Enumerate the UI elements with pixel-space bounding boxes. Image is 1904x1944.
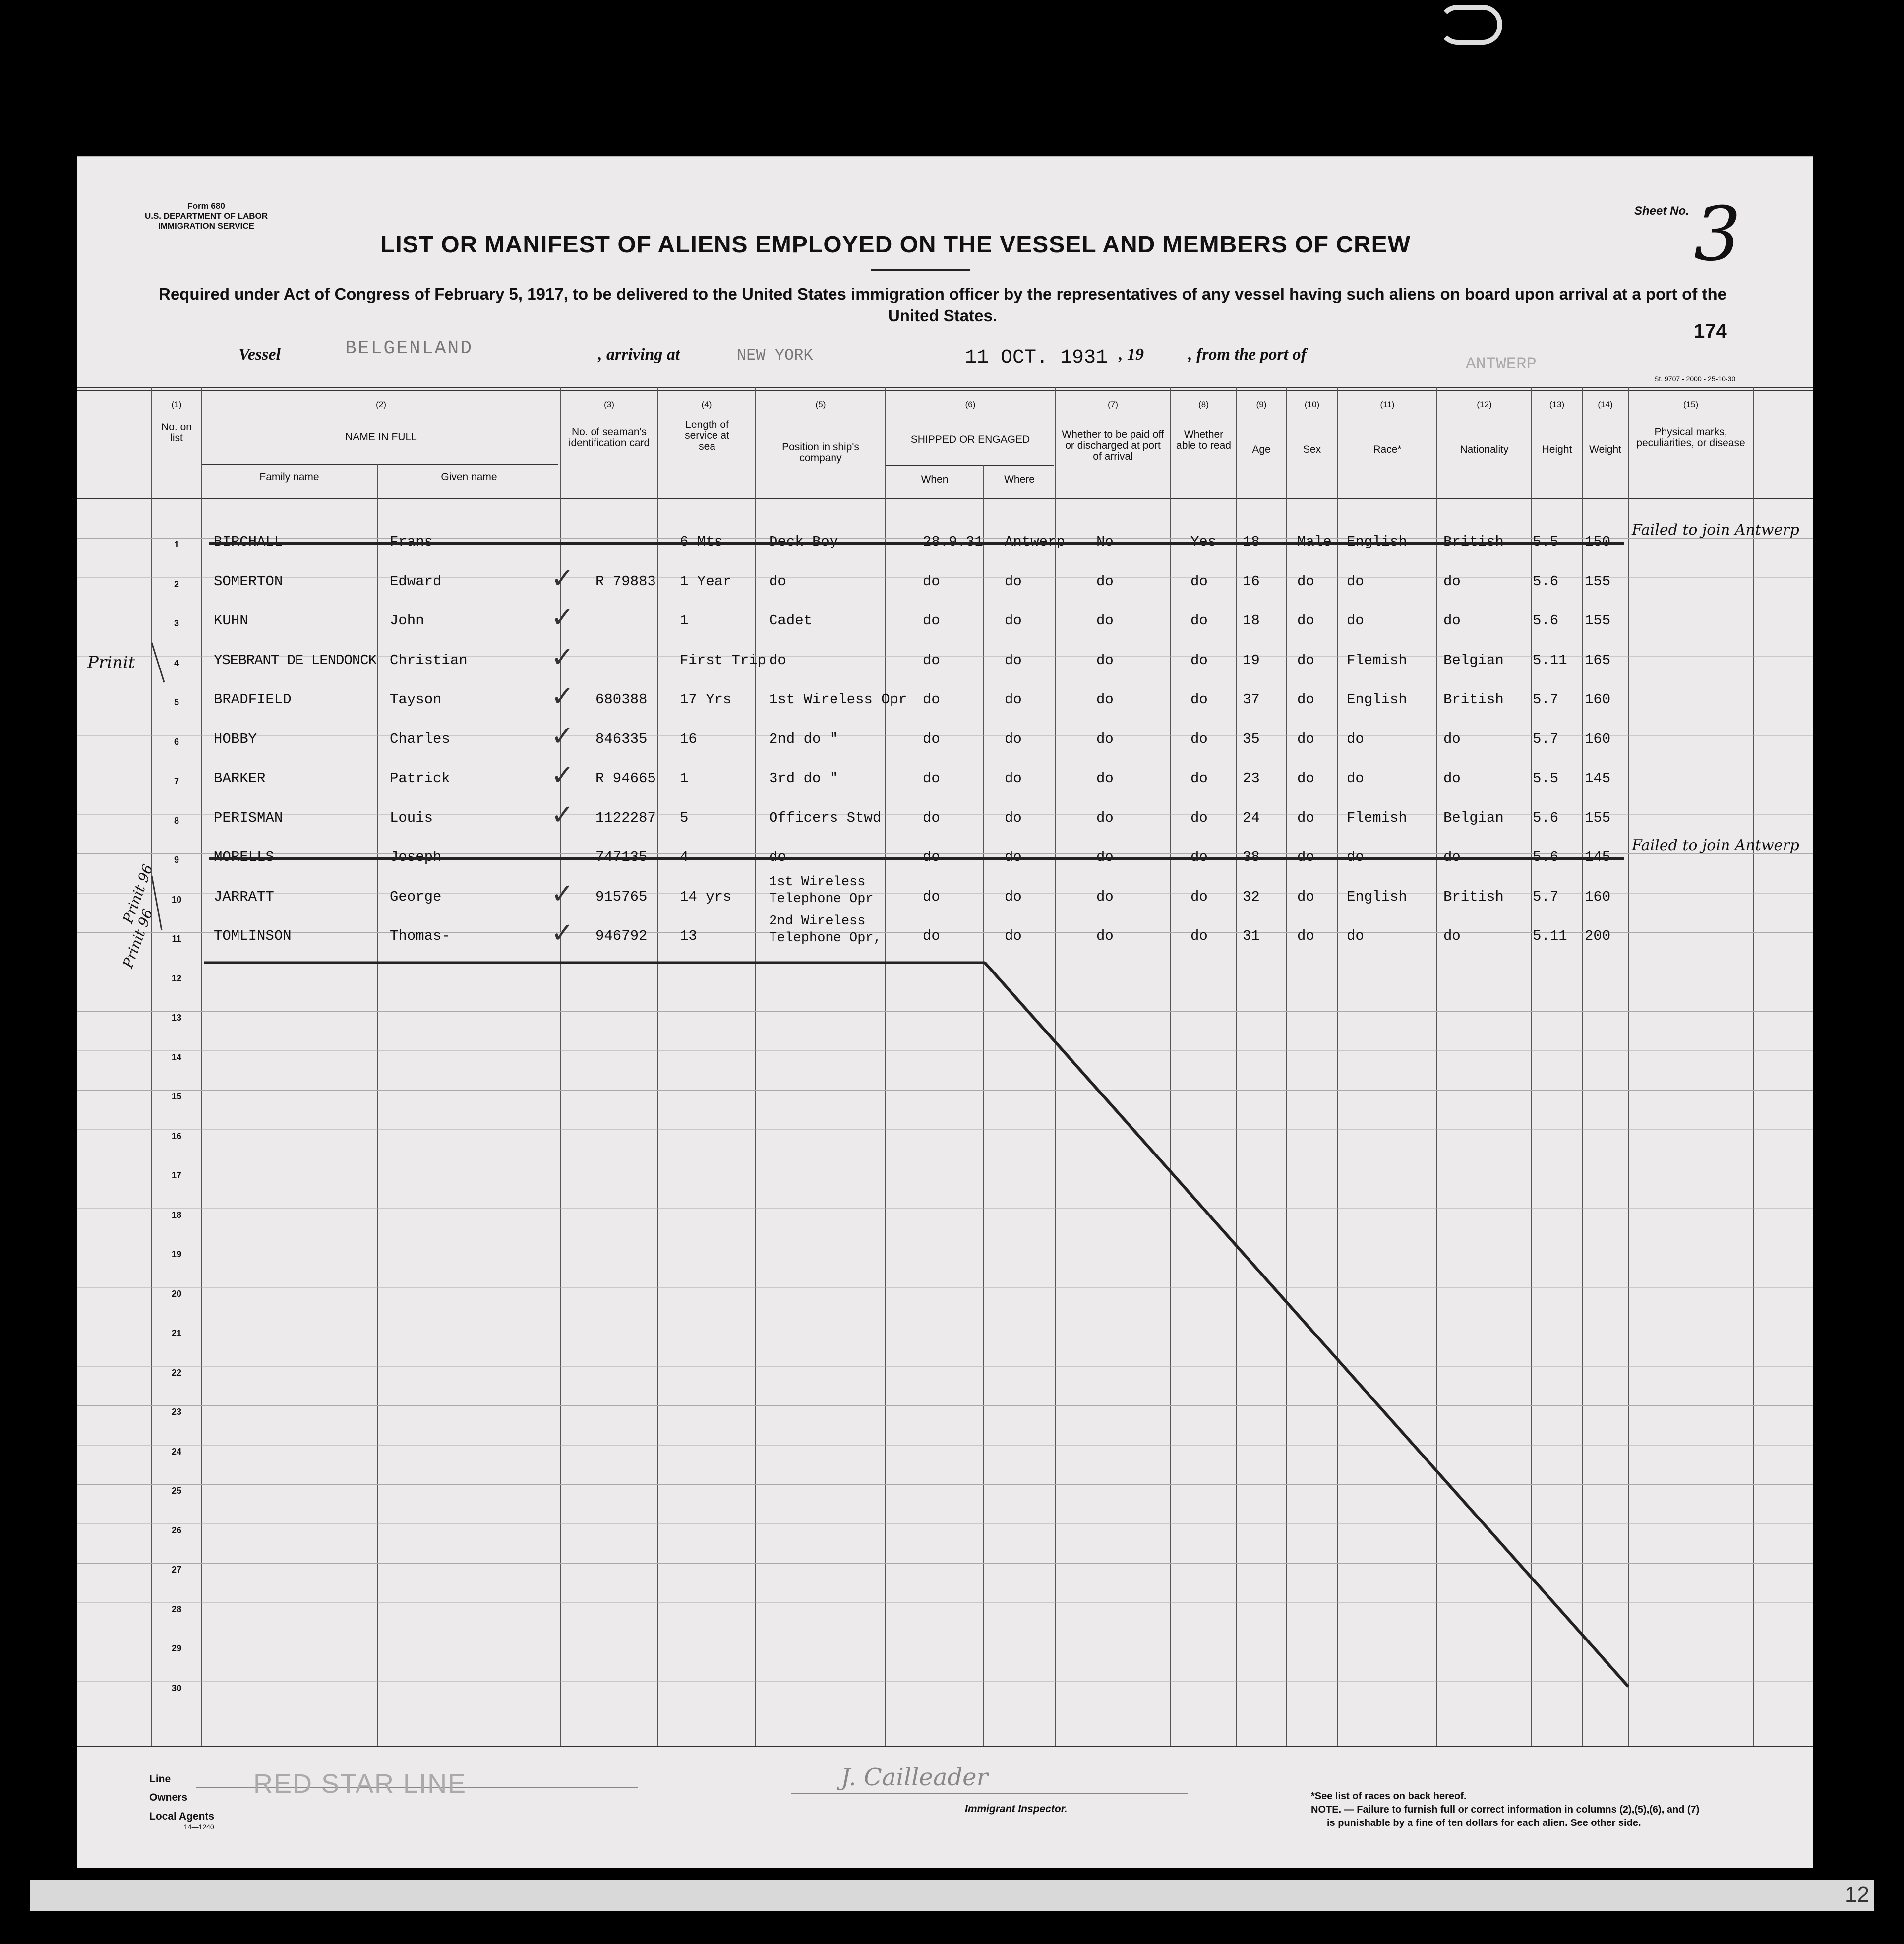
cell-height: 5.6 (1533, 809, 1559, 826)
cell-read: do (1190, 928, 1208, 944)
cell-weight: 160 (1585, 730, 1611, 747)
cell-age: 23 (1243, 770, 1260, 787)
cell-family: JARRATT (214, 888, 274, 905)
cell-sex: do (1297, 730, 1314, 747)
cell-race: English (1347, 691, 1407, 708)
col7-number: (7) (1108, 400, 1118, 409)
row-number: 28 (171, 1604, 182, 1614)
cell-paid: do (1096, 573, 1114, 590)
verification-check-icon: ✓ (551, 917, 574, 949)
table-grid (77, 157, 1813, 1868)
col2b-header: Given name (441, 471, 497, 483)
remarks-handwritten: Failed to join Antwerp (1632, 837, 1799, 854)
page-number: 12 (1845, 1883, 1869, 1907)
cell-race: Flemish (1347, 809, 1407, 826)
cell-height: 5.11 (1533, 928, 1567, 944)
cell-position: 2nd Wireless Telephone Opr, (769, 914, 882, 946)
cell-where: do (1005, 612, 1022, 629)
cell-age: 35 (1243, 730, 1260, 747)
verification-check-icon: ✓ (551, 798, 574, 831)
cell-height: 5.7 (1533, 691, 1559, 708)
cell-weight: 155 (1585, 573, 1611, 590)
row-number: 15 (171, 1092, 182, 1101)
cell-family: TOMLINSON (214, 928, 292, 944)
col13-header: Height (1542, 444, 1572, 455)
cell-card: 680388 (595, 691, 648, 708)
cell-paid: do (1096, 612, 1114, 629)
reference-number: 174 (1694, 320, 1727, 342)
cell-when: do (923, 770, 940, 787)
cell-family: HOBBY (214, 730, 257, 747)
cell-card: R 94665 (595, 770, 656, 787)
cell-paid: do (1096, 652, 1114, 668)
row-number: 4 (174, 658, 179, 668)
row-number: 29 (171, 1643, 182, 1653)
manifest-sheet (77, 156, 1813, 1868)
col5-number: (5) (815, 400, 826, 409)
cell-height: 5.5 (1533, 770, 1559, 787)
inspector-signature: J. Cailleader (841, 1763, 988, 1791)
cell-when: do (923, 730, 940, 747)
cell-given: Christian (390, 652, 468, 668)
cell-given: John (390, 612, 424, 629)
cell-sex: do (1297, 809, 1314, 826)
department-name: U.S. DEPARTMENT OF LABOR (144, 211, 268, 221)
line-stamp: RED STAR LINE (253, 1769, 467, 1799)
owners-label: Owners (149, 1792, 188, 1803)
cell-age: 18 (1243, 612, 1260, 629)
cell-age: 32 (1243, 888, 1260, 905)
cell-position: do (769, 573, 786, 590)
col9-number: (9) (1256, 400, 1267, 409)
col14-header: Weight (1589, 444, 1621, 455)
row-number: 9 (174, 855, 179, 865)
cell-read: do (1190, 888, 1208, 905)
statute-text: Required under Act of Congress of February 5, 1917, to be delivered to the United States immigration officer by the representatives of any vessel having such aliens on board upon arrival at a port of the United States. (158, 285, 1726, 325)
cell-paid: do (1096, 691, 1114, 708)
signature-rule (791, 1793, 1188, 1794)
arrival-port: NEW YORK (737, 346, 813, 364)
cell-sex: do (1297, 652, 1314, 668)
cell-sex: do (1297, 770, 1314, 787)
year-label: , 19 (1119, 345, 1144, 364)
cell-age: 37 (1243, 691, 1260, 708)
col1-header: No. on list (161, 422, 192, 444)
cell-height: 5.6 (1533, 573, 1559, 590)
cell-where: do (1005, 928, 1022, 944)
col4-number: (4) (701, 400, 712, 409)
col14-number: (14) (1598, 400, 1613, 409)
col3-number: (3) (604, 400, 614, 409)
row-number: 8 (174, 815, 179, 826)
cell-service: 14 yrs (680, 888, 732, 905)
cell-read: do (1190, 652, 1208, 668)
cell-paid: do (1096, 928, 1114, 944)
row-number: 19 (171, 1249, 182, 1259)
cell-where: do (1005, 730, 1022, 747)
row-number: 27 (171, 1565, 182, 1575)
col15-header: Physical marks, peculiarities, or disease (1636, 426, 1745, 449)
strike-through (209, 857, 1624, 860)
cell-where: do (1005, 691, 1022, 708)
cell-when: do (923, 612, 940, 629)
row-number: 17 (171, 1170, 182, 1180)
margin-note: Prinit (87, 653, 135, 672)
col9-header: Age (1252, 444, 1271, 455)
row-number: 25 (171, 1486, 182, 1496)
row-number: 6 (174, 736, 179, 747)
cell-where: do (1005, 809, 1022, 826)
row-number: 21 (171, 1328, 182, 1338)
cell-read: do (1190, 691, 1208, 708)
cell-age: 31 (1243, 928, 1260, 944)
col6a-header: When (921, 474, 949, 485)
cell-where: do (1005, 652, 1022, 668)
cell-when: do (923, 691, 940, 708)
cell-nationality: do (1443, 612, 1461, 629)
row-number: 5 (174, 697, 179, 707)
verification-check-icon: ✓ (551, 720, 574, 752)
cell-weight: 165 (1585, 652, 1611, 668)
from-port: ANTWERP (1466, 355, 1537, 374)
cell-age: 24 (1243, 809, 1260, 826)
service-name: IMMIGRATION SERVICE (158, 221, 254, 231)
cell-given: Thomas- (390, 928, 450, 944)
col4-header: Length of service at sea (685, 419, 729, 452)
cell-position: Officers Stwd (769, 809, 882, 826)
col12-number: (12) (1477, 400, 1492, 409)
cell-service: 1 (680, 770, 689, 787)
cell-family: BRADFIELD (214, 691, 292, 708)
cell-sex: do (1297, 888, 1314, 905)
cell-when: do (923, 888, 940, 905)
cell-position: Cadet (769, 612, 813, 629)
cell-paid: do (1096, 770, 1114, 787)
col2-number: (2) (376, 400, 386, 409)
col8-header: Whether able to read (1176, 429, 1231, 451)
cell-when: do (923, 809, 940, 826)
col10-header: Sex (1303, 444, 1321, 455)
cell-age: 19 (1243, 652, 1260, 668)
cell-position: do (769, 652, 786, 668)
col5-header: Position in ship's company (782, 441, 859, 464)
sheet-label: Sheet No. (1634, 204, 1689, 218)
verification-check-icon: ✓ (551, 680, 574, 713)
cell-paid: do (1096, 809, 1114, 826)
col11-header: Race* (1373, 444, 1402, 455)
row-number: 7 (174, 776, 179, 786)
row-number: 11 (172, 934, 181, 944)
agents-code: 14—1240 (184, 1823, 214, 1831)
row-number: 2 (174, 579, 179, 589)
cell-nationality: do (1443, 928, 1461, 944)
cell-nationality: do (1443, 730, 1461, 747)
cell-sex: do (1297, 612, 1314, 629)
row-number: 23 (171, 1407, 182, 1417)
page-title: LIST OR MANIFEST OF ALIENS EMPLOYED ON THE VESSEL AND MEMBERS OF CREW (380, 232, 1411, 258)
col6-header: SHIPPED OR ENGAGED (910, 434, 1030, 445)
cell-weight: 200 (1585, 928, 1611, 944)
cell-given: George (390, 888, 442, 905)
row-number: 1 (174, 540, 179, 549)
cell-sex: do (1297, 573, 1314, 590)
col7-header: Whether to be paid off or discharged at port of arrival (1062, 429, 1164, 462)
scan-artifact (1438, 5, 1502, 45)
col10-number: (10) (1304, 400, 1320, 409)
cell-given: Louis (390, 809, 433, 826)
cell-service: First Trip (680, 652, 767, 668)
cell-family: PERISMAN (214, 809, 283, 826)
row-number: 24 (171, 1446, 182, 1457)
cell-race: Flemish (1347, 652, 1407, 668)
row-number: 18 (171, 1210, 182, 1220)
cell-service: 5 (680, 809, 689, 826)
cell-read: do (1190, 809, 1208, 826)
col8-number: (8) (1198, 400, 1209, 409)
col1-number: (1) (171, 400, 182, 409)
cell-service: 17 Yrs (680, 691, 732, 708)
col15-number: (15) (1683, 400, 1699, 409)
cell-read: do (1190, 612, 1208, 629)
cell-card: 1122287 (595, 809, 656, 826)
vessel-name: BELGENLAND (345, 338, 474, 359)
local-agents-label: Local Agents (149, 1811, 215, 1822)
sheet-number: 3 (1694, 191, 1741, 278)
cell-race: do (1347, 612, 1364, 629)
cell-card: 915765 (595, 888, 648, 905)
cell-where: do (1005, 573, 1022, 590)
verification-check-icon: ✓ (551, 562, 574, 595)
col12-header: Nationality (1460, 444, 1509, 455)
col3-header: No. of seaman's identification card (568, 426, 650, 449)
cell-nationality: British (1443, 888, 1504, 905)
row-number: 20 (171, 1288, 182, 1299)
cell-service: 1 (680, 612, 689, 629)
stock-code: St. 9707 - 2000 - 25-10-30 (1654, 375, 1736, 383)
col6-number: (6) (965, 400, 976, 409)
cell-service: 1 Year (680, 573, 732, 590)
cell-nationality: do (1443, 770, 1461, 787)
cell-family: BARKER (214, 770, 266, 787)
cell-family: YSEBRANT DE LENDONCK (214, 652, 377, 668)
cell-card: 946792 (595, 928, 648, 944)
cell-weight: 145 (1585, 770, 1611, 787)
penalty-note: NOTE. — Failure to furnish full or correct information in columns (2),(5),(6), and (7) (1311, 1804, 1700, 1815)
cell-sex: do (1297, 691, 1314, 708)
cell-read: do (1190, 770, 1208, 787)
row-number: 12 (171, 973, 182, 983)
arriving-label: , arriving at (598, 345, 680, 364)
cell-position: 1st Wireless Opr (769, 691, 907, 708)
races-note: *See list of races on back hereof. (1311, 1791, 1467, 1802)
cell-service: 13 (680, 928, 697, 944)
col2a-header: Family name (259, 471, 319, 483)
cell-paid: do (1096, 888, 1114, 905)
verification-check-icon: ✓ (551, 641, 574, 673)
cell-position: 1st Wireless Telephone Opr (769, 874, 874, 907)
col11-number: (11) (1380, 400, 1395, 409)
col6b-header: Where (1004, 474, 1035, 485)
cell-race: do (1347, 770, 1364, 787)
cell-weight: 155 (1585, 612, 1611, 629)
form-number: Form 680 (187, 201, 225, 211)
inspector-label: Immigrant Inspector. (965, 1803, 1068, 1815)
scan-bottom-strip (30, 1880, 1874, 1911)
row-number: 30 (171, 1683, 182, 1693)
verification-check-icon: ✓ (551, 759, 574, 791)
cell-when: do (923, 652, 940, 668)
row-number: 13 (171, 1013, 182, 1023)
cell-given: Edward (390, 573, 442, 590)
cell-sex: do (1297, 928, 1314, 944)
line-label: Line (149, 1773, 171, 1785)
cell-position: 2nd do " (769, 730, 838, 747)
cell-race: English (1347, 888, 1407, 905)
strike-through (209, 542, 1624, 545)
cell-position: 3rd do " (769, 770, 838, 787)
cell-height: 5.11 (1533, 652, 1567, 668)
cell-given: Tayson (390, 691, 442, 708)
cell-weight: 160 (1585, 888, 1611, 905)
margin-note: Prinit 96 (119, 862, 156, 926)
cell-race: do (1347, 573, 1364, 590)
row-number: 10 (171, 894, 182, 905)
cell-nationality: Belgian (1443, 652, 1504, 668)
cell-nationality: do (1443, 573, 1461, 590)
col13-number: (13) (1549, 400, 1565, 409)
from-label: , from the port of (1188, 345, 1307, 364)
cell-given: Charles (390, 730, 450, 747)
cell-family: SOMERTON (214, 573, 283, 590)
row-number: 14 (171, 1052, 182, 1062)
remarks-handwritten: Failed to join Antwerp (1632, 521, 1799, 539)
arrival-date: 11 OCT. 1931 (965, 347, 1108, 369)
cell-family: KUHN (214, 612, 248, 629)
verification-check-icon: ✓ (551, 602, 574, 634)
cell-card: R 79883 (595, 573, 656, 590)
cell-where: do (1005, 770, 1022, 787)
margin-note: Prinit 96 (119, 907, 156, 971)
cell-read: do (1190, 573, 1208, 590)
cell-race: do (1347, 730, 1364, 747)
cell-nationality: Belgian (1443, 809, 1504, 826)
vessel-label: Vessel (238, 345, 281, 364)
row-number: 26 (171, 1525, 182, 1535)
cell-height: 5.7 (1533, 888, 1559, 905)
cell-height: 5.7 (1533, 730, 1559, 747)
cell-given: Patrick (390, 770, 450, 787)
row-number: 22 (171, 1367, 182, 1378)
cell-read: do (1190, 730, 1208, 747)
row-number: 16 (171, 1131, 182, 1141)
cell-when: do (923, 928, 940, 944)
cell-height: 5.6 (1533, 612, 1559, 629)
cell-weight: 155 (1585, 809, 1611, 826)
penalty-note-cont: is punishable by a fine of ten dollars for each alien. See other side. (1327, 1818, 1641, 1828)
row-number: 3 (174, 618, 179, 628)
cell-service: 16 (680, 730, 697, 747)
verification-check-icon: ✓ (551, 877, 574, 910)
cell-nationality: British (1443, 691, 1504, 708)
cell-weight: 160 (1585, 691, 1611, 708)
cell-paid: do (1096, 730, 1114, 747)
cell-when: do (923, 573, 940, 590)
col2-header: NAME IN FULL (345, 431, 417, 443)
cell-race: do (1347, 928, 1364, 944)
cell-where: do (1005, 888, 1022, 905)
cell-age: 16 (1243, 573, 1260, 590)
cell-card: 846335 (595, 730, 648, 747)
